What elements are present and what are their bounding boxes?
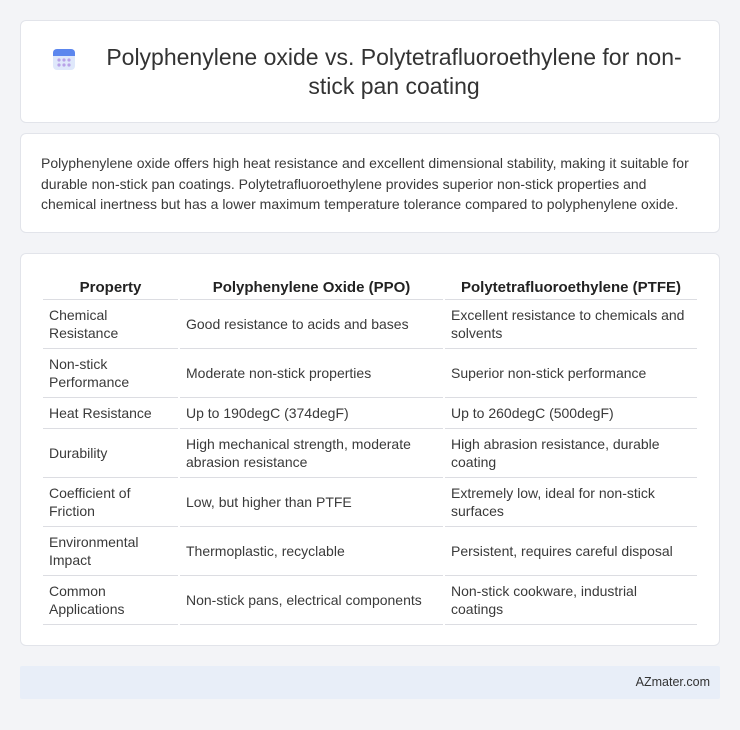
comparison-card [20,253,720,646]
intro-card [20,133,720,233]
header-ptfe: Polytetrafluoroethylene (PTFE) [445,274,697,300]
table-row [43,527,697,576]
cell-ptfe: Up to 260degC (500degF) [445,398,697,429]
cell-ptfe: Excellent resistance to chemicals and solvents [445,300,697,349]
table-row [43,349,697,398]
comparison-table [41,274,699,625]
cell-property: Non-stick Performance [43,349,178,398]
cell-ppo: Moderate non-stick properties [180,349,443,398]
header-ppo: Polyphenylene Oxide (PPO) [180,274,443,300]
cell-ppo: Low, but higher than PTFE [180,478,443,527]
footer-bar [20,666,720,699]
cell-ptfe: Non-stick cookware, industrial coatings [445,576,697,625]
table-row [43,576,697,625]
cell-ptfe: High abrasion resistance, durable coating [445,429,697,478]
cell-property: Coefficient of Friction [43,478,178,527]
intro-text: Polyphenylene oxide offers high heat resistance and excellent dimensional stability, making it suitable for durable non-stick pan coatings. Polytetrafluoroethylene provides superior non-stick properties and chemical inertness but has a lower maximum temperature tolerance compared to polyphenylene oxide. [41,155,689,212]
cell-ppo: Good resistance to acids and bases [180,300,443,349]
cell-ppo: Non-stick pans, electrical components [180,576,443,625]
table-row [43,429,697,478]
cell-property: Environmental Impact [43,527,178,576]
cell-ppo: Up to 190degC (374degF) [180,398,443,429]
table-row [43,398,697,429]
table-row [43,478,697,527]
page-title: Polyphenylene oxide vs. Polytetrafluoroethylene for non-stick pan coating [106,44,682,99]
cell-ppo: High mechanical strength, moderate abrasion resistance [180,429,443,478]
cell-ppo: Thermoplastic, recyclable [180,527,443,576]
title-card [20,20,720,123]
cell-ptfe: Superior non-stick performance [445,349,697,398]
cell-property: Heat Resistance [43,398,178,429]
title-wrap [51,43,689,101]
cell-property: Common Applications [43,576,178,625]
cell-property: Durability [43,429,178,478]
table-row [43,300,697,349]
cell-ptfe: Persistent, requires careful disposal [445,527,697,576]
calendar-icon [51,46,77,72]
footer-source-link[interactable]: AZmater.com [635,675,710,689]
header-property: Property [43,274,178,300]
cell-property: Chemical Resistance [43,300,178,349]
table-header-row [43,274,697,300]
cell-ptfe: Extremely low, ideal for non-stick surfaces [445,478,697,527]
